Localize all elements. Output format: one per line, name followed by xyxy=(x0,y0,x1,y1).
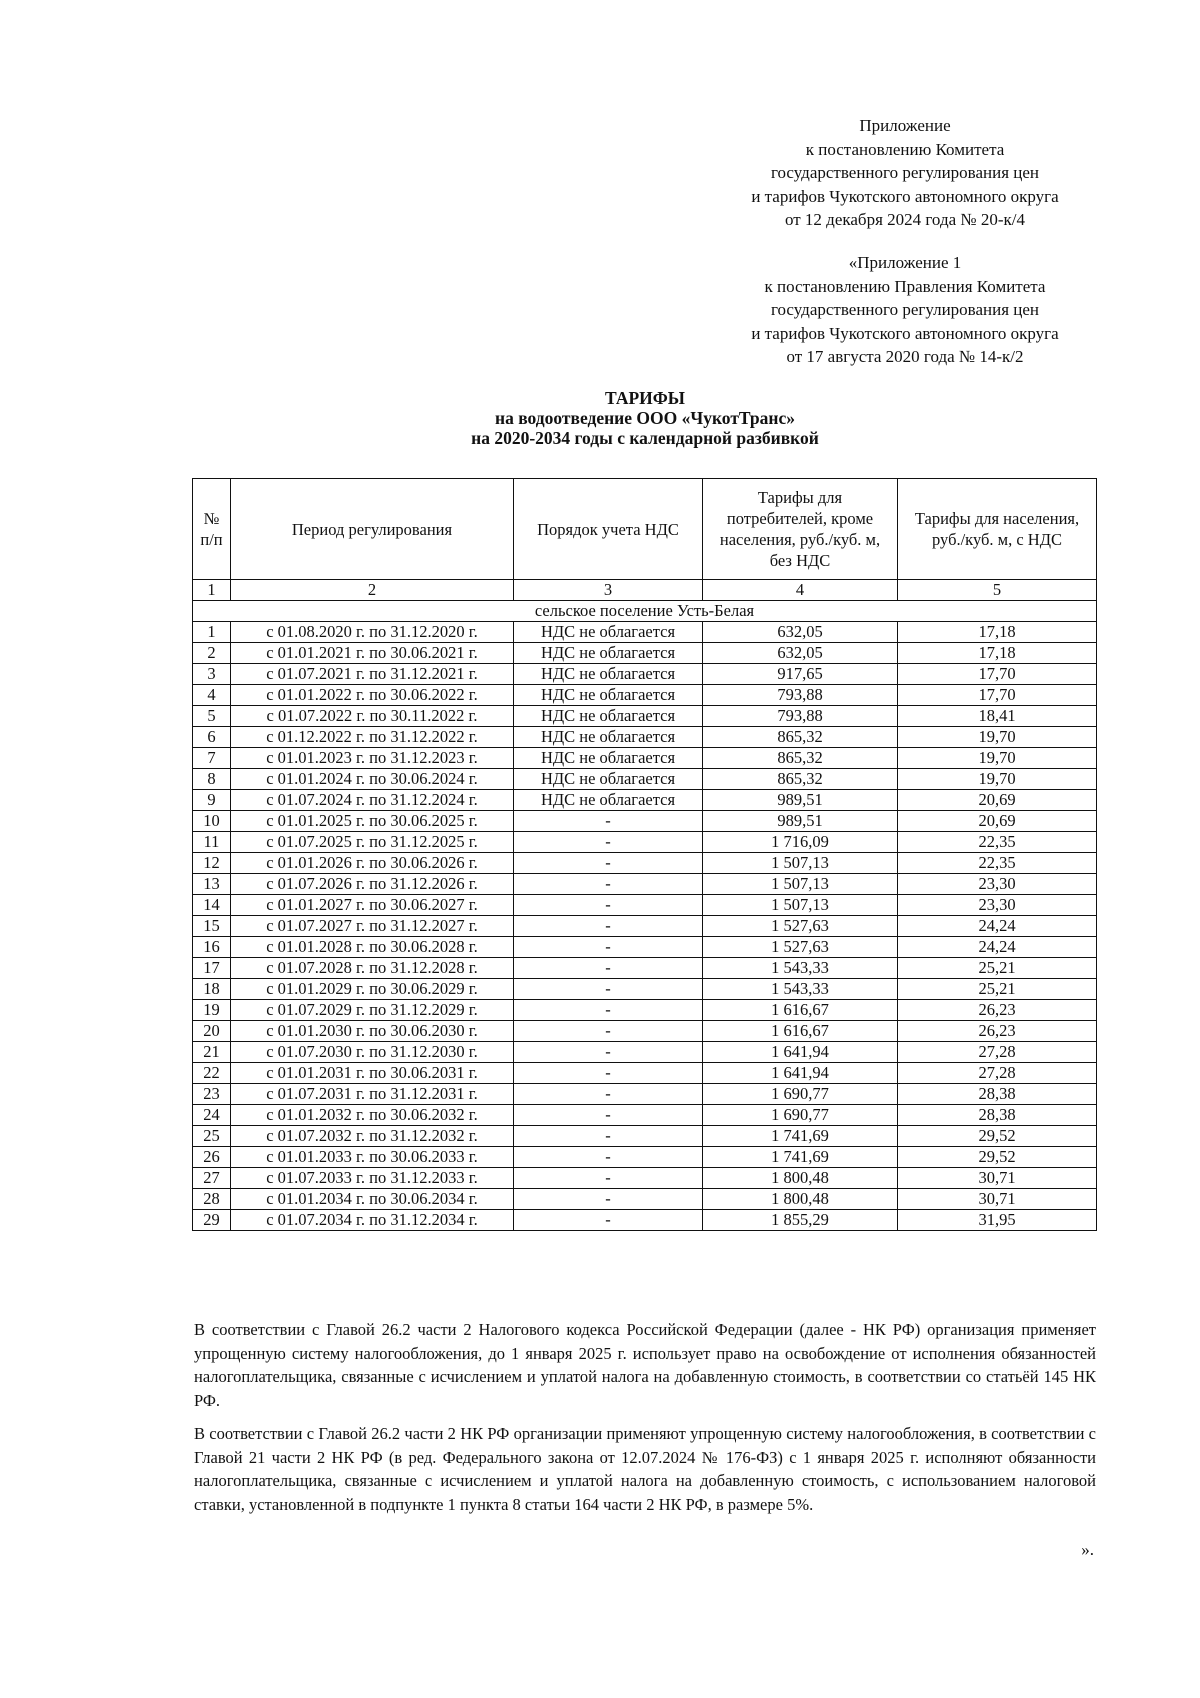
period-cell: с 01.01.2022 г. по 30.06.2022 г. xyxy=(231,685,514,706)
table-row xyxy=(193,748,1097,769)
population-tariff-cell: 23,30 xyxy=(898,895,1097,916)
vat-cell: НДС не облагается xyxy=(514,790,703,811)
consumers-tariff-cell: 1 616,67 xyxy=(703,1021,898,1042)
consumers-tariff-cell: 1 641,94 xyxy=(703,1042,898,1063)
appendix-line: и тарифов Чукотского автономного округа xyxy=(751,323,1059,343)
period-cell: с 01.07.2032 г. по 31.12.2032 г. xyxy=(231,1126,514,1147)
table-row xyxy=(193,1105,1097,1126)
population-tariff-cell: 26,23 xyxy=(898,1021,1097,1042)
row-number: 23 xyxy=(193,1084,231,1105)
table-row xyxy=(193,916,1097,937)
row-number: 17 xyxy=(193,958,231,979)
consumers-tariff-cell: 1 716,09 xyxy=(703,832,898,853)
row-number: 10 xyxy=(193,811,231,832)
notes xyxy=(194,1318,1096,1526)
header-number-line: п/п xyxy=(200,530,223,549)
vat-cell: НДС не облагается xyxy=(514,685,703,706)
consumers-tariff-cell: 1 741,69 xyxy=(703,1147,898,1168)
appendix-line: государственного регулирования цен xyxy=(770,163,1040,182)
population-tariff-cell: 24,24 xyxy=(898,937,1097,958)
appendix-line: от 17 августа 2020 года № 14-к/2 xyxy=(786,347,1024,366)
population-tariff-cell: 29,52 xyxy=(898,1147,1097,1168)
population-tariff-cell: 30,71 xyxy=(898,1168,1097,1189)
vat-cell: - xyxy=(514,1000,703,1021)
population-tariff-cell: 17,70 xyxy=(898,685,1097,706)
table-row xyxy=(193,874,1097,895)
table-row xyxy=(193,853,1097,874)
population-tariff-cell: 26,23 xyxy=(898,1000,1097,1021)
period-cell: с 01.01.2034 г. по 30.06.2034 г. xyxy=(231,1189,514,1210)
population-tariff-cell: 18,41 xyxy=(898,706,1097,727)
population-tariff-cell: 17,70 xyxy=(898,664,1097,685)
vat-cell: НДС не облагается xyxy=(514,769,703,790)
period-cell: с 01.01.2027 г. по 30.06.2027 г. xyxy=(231,895,514,916)
period-cell: с 01.07.2028 г. по 31.12.2028 г. xyxy=(231,958,514,979)
consumers-tariff-cell: 1 543,33 xyxy=(703,958,898,979)
row-number: 24 xyxy=(193,1105,231,1126)
population-tariff-cell: 29,52 xyxy=(898,1126,1097,1147)
vat-cell: - xyxy=(514,1084,703,1105)
row-number: 18 xyxy=(193,979,231,1000)
period-cell: с 01.01.2029 г. по 30.06.2029 г. xyxy=(231,979,514,1000)
appendix-line: «Приложение 1 xyxy=(848,253,962,272)
vat-cell: - xyxy=(514,1210,703,1231)
consumers-tariff-cell: 632,05 xyxy=(703,643,898,664)
row-number: 21 xyxy=(193,1042,231,1063)
period-cell: с 01.07.2024 г. по 31.12.2024 г. xyxy=(231,790,514,811)
vat-cell: НДС не облагается xyxy=(514,643,703,664)
period-cell: с 01.07.2027 г. по 31.12.2027 г. xyxy=(231,916,514,937)
appendix-line: и тарифов Чукотского автономного округа xyxy=(751,186,1059,206)
title-line: на 2020-2034 годы с календарной разбивкой xyxy=(471,428,819,448)
vat-cell: НДС не облагается xyxy=(514,664,703,685)
consumers-tariff-cell: 1 641,94 xyxy=(703,1063,898,1084)
consumers-tariff-cell: 793,88 xyxy=(703,685,898,706)
vat-cell: - xyxy=(514,811,703,832)
row-number: 9 xyxy=(193,790,231,811)
table-row xyxy=(193,937,1097,958)
period-cell: с 01.01.2031 г. по 30.06.2031 г. xyxy=(231,1063,514,1084)
table-row xyxy=(193,685,1097,706)
vat-cell: - xyxy=(514,1042,703,1063)
appendix-line: от 12 декабря 2024 года № 20-к/4 xyxy=(784,210,1026,229)
row-number: 4 xyxy=(193,685,231,706)
table-row xyxy=(193,664,1097,685)
population-tariff-cell: 17,18 xyxy=(898,643,1097,664)
period-cell: с 01.07.2034 г. по 31.12.2034 г. xyxy=(231,1210,514,1231)
header-population-tariff xyxy=(898,479,1097,580)
vat-cell: - xyxy=(514,1189,703,1210)
vat-cell: - xyxy=(514,853,703,874)
vat-cell: - xyxy=(514,1168,703,1189)
table-row xyxy=(193,1168,1097,1189)
vat-cell: - xyxy=(514,895,703,916)
consumers-tariff-cell: 632,05 xyxy=(703,622,898,643)
vat-cell: - xyxy=(514,958,703,979)
row-number: 22 xyxy=(193,1063,231,1084)
vat-cell: НДС не облагается xyxy=(514,622,703,643)
table-row xyxy=(193,769,1097,790)
column-number: 1 xyxy=(193,580,231,601)
header-vat: Порядок учета НДС xyxy=(514,479,703,580)
appendix-line: к постановлению Правления Комитета xyxy=(764,276,1046,296)
population-tariff-cell: 28,38 xyxy=(898,1105,1097,1126)
population-tariff-cell: 19,70 xyxy=(898,727,1097,748)
population-tariff-cell: 22,35 xyxy=(898,832,1097,853)
consumers-tariff-cell: 865,32 xyxy=(703,748,898,769)
section-title: сельское поселение Усть-Белая xyxy=(193,601,1097,622)
consumers-tariff-cell: 1 527,63 xyxy=(703,916,898,937)
period-cell: с 01.01.2024 г. по 30.06.2024 г. xyxy=(231,769,514,790)
consumers-tariff-cell: 865,32 xyxy=(703,769,898,790)
appendix-current-header xyxy=(690,114,1120,232)
column-number: 3 xyxy=(514,580,703,601)
vat-cell: НДС не облагается xyxy=(514,706,703,727)
row-number: 15 xyxy=(193,916,231,937)
population-tariff-cell: 23,30 xyxy=(898,874,1097,895)
vat-cell: - xyxy=(514,979,703,1000)
table-row xyxy=(193,790,1097,811)
consumers-tariff-cell: 1 741,69 xyxy=(703,1126,898,1147)
header-consumers-line: потребителей, кроме xyxy=(726,509,874,528)
population-tariff-cell: 28,38 xyxy=(898,1084,1097,1105)
table-row xyxy=(193,811,1097,832)
appendix-line: к постановлению Комитета xyxy=(805,139,1005,159)
period-cell: с 01.01.2023 г. по 31.12.2023 г. xyxy=(231,748,514,769)
row-number: 1 xyxy=(193,622,231,643)
vat-cell: - xyxy=(514,1105,703,1126)
consumers-tariff-cell: 1 800,48 xyxy=(703,1168,898,1189)
table-row xyxy=(193,1126,1097,1147)
period-cell: с 01.12.2022 г. по 31.12.2022 г. xyxy=(231,727,514,748)
vat-cell: - xyxy=(514,1126,703,1147)
period-cell: с 01.07.2022 г. по 30.11.2022 г. xyxy=(231,706,514,727)
vat-cell: - xyxy=(514,874,703,895)
consumers-tariff-cell: 1 855,29 xyxy=(703,1210,898,1231)
row-number: 2 xyxy=(193,643,231,664)
document-title xyxy=(190,388,1100,448)
header-population-line: Тарифы для населения, xyxy=(914,509,1080,528)
column-number-row xyxy=(193,580,1097,601)
table-row xyxy=(193,1042,1097,1063)
header-period: Период регулирования xyxy=(231,479,514,580)
population-tariff-cell: 24,24 xyxy=(898,916,1097,937)
row-number: 6 xyxy=(193,727,231,748)
table-row xyxy=(193,1063,1097,1084)
population-tariff-cell: 27,28 xyxy=(898,1063,1097,1084)
table-row xyxy=(193,895,1097,916)
appendix-original-header xyxy=(690,251,1120,369)
population-tariff-cell: 19,70 xyxy=(898,769,1097,790)
column-number: 4 xyxy=(703,580,898,601)
vat-cell: НДС не облагается xyxy=(514,748,703,769)
table-row xyxy=(193,727,1097,748)
population-tariff-cell: 27,28 xyxy=(898,1042,1097,1063)
table-header-row xyxy=(193,479,1097,580)
vat-cell: - xyxy=(514,1147,703,1168)
period-cell: с 01.01.2033 г. по 30.06.2033 г. xyxy=(231,1147,514,1168)
population-tariff-cell: 20,69 xyxy=(898,790,1097,811)
header-consumers-line: без НДС xyxy=(769,551,831,570)
consumers-tariff-cell: 1 527,63 xyxy=(703,937,898,958)
row-number: 25 xyxy=(193,1126,231,1147)
consumers-tariff-cell: 989,51 xyxy=(703,790,898,811)
vat-cell: - xyxy=(514,1021,703,1042)
table-row xyxy=(193,1189,1097,1210)
consumers-tariff-cell: 1 800,48 xyxy=(703,1189,898,1210)
period-cell: с 01.07.2025 г. по 31.12.2025 г. xyxy=(231,832,514,853)
section-row xyxy=(193,601,1097,622)
consumers-tariff-cell: 793,88 xyxy=(703,706,898,727)
table-row xyxy=(193,1210,1097,1231)
appendix-line: Приложение xyxy=(859,116,951,135)
tariffs-table xyxy=(192,478,1097,1231)
period-cell: с 01.07.2029 г. по 31.12.2029 г. xyxy=(231,1000,514,1021)
consumers-tariff-cell: 1 616,67 xyxy=(703,1000,898,1021)
header-number xyxy=(193,479,231,580)
vat-cell: НДС не облагается xyxy=(514,727,703,748)
period-cell: с 01.01.2030 г. по 30.06.2030 г. xyxy=(231,1021,514,1042)
population-tariff-cell: 17,18 xyxy=(898,622,1097,643)
column-number: 2 xyxy=(231,580,514,601)
title-line: на водоотведение ООО «ЧукотТранс» xyxy=(494,408,796,428)
note-paragraph: В соответствии с Главой 26.2 части 2 Налогового кодекса Российской Федерации (далее - НК РФ) организация применяет упрощенную систему налогообложения, до 1 января 2025 г. использует право на освобождение от исполнения обязанностей налогоплательщика, связанные с исчислением и уплатой налога на добавленную стоимость, в соответствии со статьёй 145 НК РФ. xyxy=(194,1320,1096,1410)
consumers-tariff-cell: 917,65 xyxy=(703,664,898,685)
period-cell: с 01.01.2028 г. по 30.06.2028 г. xyxy=(231,937,514,958)
row-number: 16 xyxy=(193,937,231,958)
row-number: 11 xyxy=(193,832,231,853)
row-number: 19 xyxy=(193,1000,231,1021)
population-tariff-cell: 25,21 xyxy=(898,958,1097,979)
period-cell: с 01.01.2032 г. по 30.06.2032 г. xyxy=(231,1105,514,1126)
period-cell: с 01.01.2026 г. по 30.06.2026 г. xyxy=(231,853,514,874)
consumers-tariff-cell: 1 507,13 xyxy=(703,853,898,874)
period-cell: с 01.07.2033 г. по 31.12.2033 г. xyxy=(231,1168,514,1189)
table-row xyxy=(193,622,1097,643)
consumers-tariff-cell: 1 543,33 xyxy=(703,979,898,1000)
consumers-tariff-cell: 1 507,13 xyxy=(703,895,898,916)
row-number: 7 xyxy=(193,748,231,769)
table-row xyxy=(193,1021,1097,1042)
closing-quote-mark: ». xyxy=(1081,1540,1094,1559)
row-number: 28 xyxy=(193,1189,231,1210)
vat-cell: - xyxy=(514,1063,703,1084)
header-population-line: руб./куб. м, с НДС xyxy=(932,530,1062,549)
table-body xyxy=(193,622,1097,1231)
row-number: 14 xyxy=(193,895,231,916)
consumers-tariff-cell: 1 507,13 xyxy=(703,874,898,895)
population-tariff-cell: 19,70 xyxy=(898,748,1097,769)
population-tariff-cell: 20,69 xyxy=(898,811,1097,832)
table-row xyxy=(193,979,1097,1000)
row-number: 12 xyxy=(193,853,231,874)
population-tariff-cell: 30,71 xyxy=(898,1189,1097,1210)
appendix-line: государственного регулирования цен xyxy=(770,300,1040,319)
row-number: 5 xyxy=(193,706,231,727)
consumers-tariff-cell: 1 690,77 xyxy=(703,1105,898,1126)
title-line: ТАРИФЫ xyxy=(605,388,685,408)
row-number: 8 xyxy=(193,769,231,790)
row-number: 26 xyxy=(193,1147,231,1168)
period-cell: с 01.01.2021 г. по 30.06.2021 г. xyxy=(231,643,514,664)
row-number: 13 xyxy=(193,874,231,895)
table-row xyxy=(193,1147,1097,1168)
table-row xyxy=(193,832,1097,853)
row-number: 3 xyxy=(193,664,231,685)
period-cell: с 01.07.2030 г. по 31.12.2030 г. xyxy=(231,1042,514,1063)
table-row xyxy=(193,643,1097,664)
population-tariff-cell: 25,21 xyxy=(898,979,1097,1000)
consumers-tariff-cell: 865,32 xyxy=(703,727,898,748)
period-cell: с 01.07.2021 г. по 31.12.2021 г. xyxy=(231,664,514,685)
table-row xyxy=(193,1084,1097,1105)
row-number: 27 xyxy=(193,1168,231,1189)
table-row xyxy=(193,958,1097,979)
period-cell: с 01.07.2026 г. по 31.12.2026 г. xyxy=(231,874,514,895)
period-cell: с 01.01.2025 г. по 30.06.2025 г. xyxy=(231,811,514,832)
header-consumers-line: населения, руб./куб. м, xyxy=(719,530,881,549)
period-cell: с 01.08.2020 г. по 31.12.2020 г. xyxy=(231,622,514,643)
vat-cell: - xyxy=(514,916,703,937)
population-tariff-cell: 31,95 xyxy=(898,1210,1097,1231)
period-cell: с 01.07.2031 г. по 31.12.2031 г. xyxy=(231,1084,514,1105)
vat-cell: - xyxy=(514,832,703,853)
header-consumers-line: Тарифы для xyxy=(757,488,843,507)
consumers-tariff-cell: 1 690,77 xyxy=(703,1084,898,1105)
consumers-tariff-cell: 989,51 xyxy=(703,811,898,832)
header-consumers-tariff xyxy=(703,479,898,580)
column-number: 5 xyxy=(898,580,1097,601)
row-number: 29 xyxy=(193,1210,231,1231)
note-paragraph: В соответствии с Главой 26.2 части 2 НК РФ организации применяют упрощенную систему налогообложения, в соответствии с Главой 21 части 2 НК РФ (в ред. Федерального закона от 12.07.2024 № 176-ФЗ) с 1 января 2025 г. исполняют обязанности налогоплательщика, связанные с исчислением и уплатой налога на добавленную стоимость, с использованием налоговой ставки, установленной в подпункте 1 пункта 8 статьи 164 части 2 НК РФ, в размере 5%. xyxy=(194,1424,1096,1514)
header-number-line: № xyxy=(203,509,220,528)
vat-cell: - xyxy=(514,937,703,958)
population-tariff-cell: 22,35 xyxy=(898,853,1097,874)
table-row xyxy=(193,1000,1097,1021)
row-number: 20 xyxy=(193,1021,231,1042)
table-row xyxy=(193,706,1097,727)
